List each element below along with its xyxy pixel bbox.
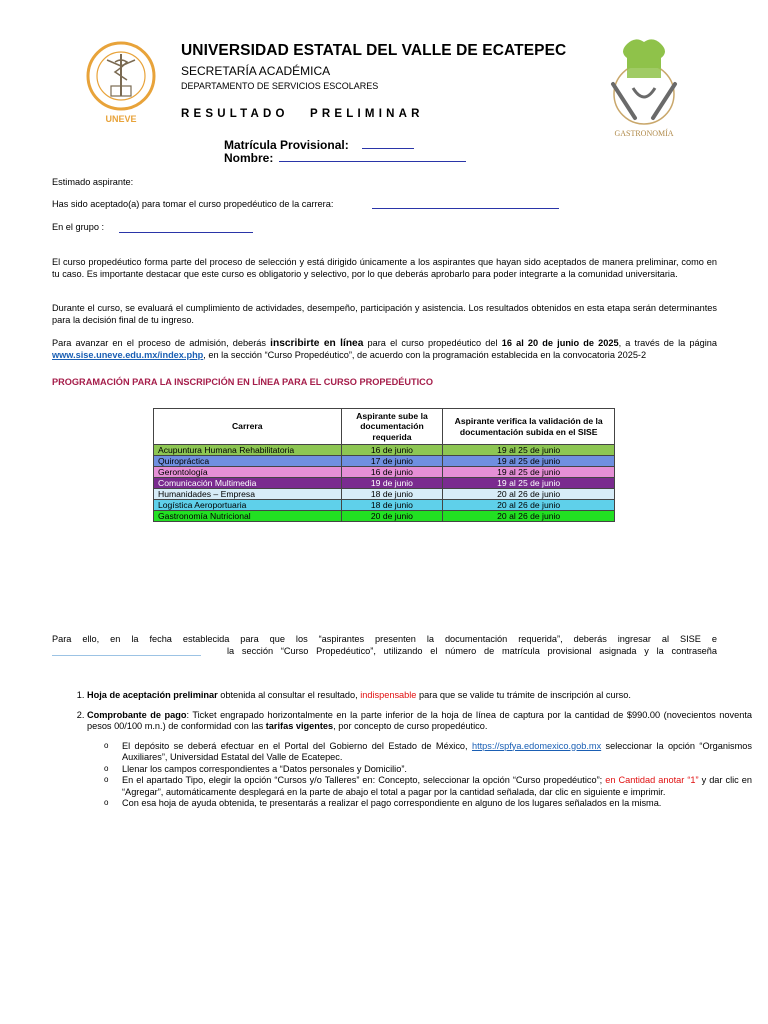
greeting: Estimado aspirante: (52, 177, 134, 187)
req2-bold: Comprobante de pago (87, 709, 187, 720)
para3-f: , en la sección “Curso Propedéutico”, de acuerdo con la programación establecida en la convocatoria 2025-2 (203, 349, 647, 360)
req1-bold: Hoja de aceptación preliminar (87, 690, 218, 700)
schedule-table (153, 408, 615, 522)
schedule-cell-career: Logística Aeroportuaria (154, 500, 342, 511)
sise-link-blank[interactable] (52, 646, 201, 656)
schedule-cell-upload: 20 de junio (341, 511, 443, 522)
requirement-payment (87, 710, 752, 810)
schedule-row (154, 467, 615, 478)
payment-step-2: o Llenar los campos correspondientes a “Datos personales y Domicilio”. (122, 764, 752, 776)
req2-b: , por concepto de curso propedéutico. (333, 721, 488, 731)
para3-dates: 16 al 20 de junio de 2025 (501, 338, 619, 348)
schedule-cell-upload: 18 de junio (341, 500, 443, 511)
schedule-cell-verify: 19 al 25 de junio (443, 467, 615, 478)
req1-b: para que se valide tu trámite de inscripción al curso. (416, 690, 631, 700)
uneve-logo-text: UNEVE (105, 114, 137, 124)
col-upload: Aspirante sube la documentación requerida (341, 409, 443, 445)
group-label: En el grupo : (52, 222, 105, 232)
schedule-cell-upload: 16 de junio (341, 445, 443, 456)
schedule-cell-career: Acupuntura Humana Rehabilitatoria (154, 445, 342, 456)
schedule-cell-upload: 17 de junio (341, 456, 443, 467)
nombre-blank[interactable] (279, 151, 466, 162)
schedule-row (154, 500, 615, 511)
schedule-cell-upload: 16 de junio (341, 467, 443, 478)
requirements-list (52, 690, 752, 818)
para3-e: , a través de la página (618, 338, 717, 348)
matricula-field (224, 138, 414, 152)
requirement-acceptance (87, 690, 752, 702)
schedule-cell-upload: 18 de junio (341, 489, 443, 500)
nombre-field (224, 151, 466, 165)
matricula-label: Matrícula Provisional: (224, 138, 349, 152)
para3-a: Para avanzar en el proceso de admisión, deberás (52, 338, 271, 348)
instructions-line2: la sección “Curso Propedéutico”, utilizando el número de matrícula provisional asignada y la contraseña (227, 646, 717, 656)
step1-b: seleccionar la opción “Organismos Auxiliares”, Universidad Estatal del Valle de Ecatepec. (122, 740, 752, 762)
req1-a: obtenida al consultar el resultado, (217, 690, 361, 700)
schedule-cell-career: Gerontología (154, 467, 342, 478)
career-blank[interactable] (372, 199, 559, 209)
paragraph-enrollment (52, 338, 717, 361)
schedule-cell-verify: 19 al 25 de junio (443, 445, 615, 456)
payment-step-4: o Con esa hoja de ayuda obtenida, te presentarás a realizar el pago correspondiente en alguno de los lugares señalados en la misma. (122, 798, 752, 810)
schedule-cell-verify: 20 al 26 de junio (443, 511, 615, 522)
step1-a: El depósito se deberá efectuar en el Portal del Gobierno del Estado de México, (122, 740, 472, 751)
schedule-row (154, 456, 615, 467)
accepted-text: Has sido aceptado(a) para tomar el curso propedéutico de la carrera: (52, 199, 334, 209)
schedule-cell-verify: 19 al 25 de junio (443, 456, 615, 467)
paragraph-evaluation: Durante el curso, se evaluará el cumplimiento de actividades, desempeño, participación y asistencia. Los resultados obtenidos en esta etapa serán determinantes para la decisión final de tu ingreso. (52, 303, 717, 325)
group-blank[interactable] (119, 223, 253, 233)
schedule-cell-career: Quiropráctica (154, 456, 342, 467)
req2-bold2: tarifas vigentes (265, 721, 334, 731)
schedule-cell-career: Comunicación Multimedia (154, 478, 342, 489)
step3-a: En el apartado Tipo, elegir la opción “Cursos y/o Talleres” en: Concepto, seleccionar la opción “Curso propedéutico”; (122, 775, 606, 785)
payment-step-3 (122, 775, 752, 798)
matricula-blank[interactable] (362, 138, 414, 149)
sise-link[interactable]: www.sise.uneve.edu.mx/index.php (52, 349, 204, 360)
step3-b: y dar clic en “Agregar”, automáticamente desplegará en la parte de abajo el total a pagar por la cantidad señalada, dar clic en siguiente e imprimir. (122, 775, 752, 797)
university-title: UNIVERSIDAD ESTATAL DEL VALLE DE ECATEPEC (181, 42, 567, 59)
payment-step-1 (122, 741, 752, 764)
schedule-cell-career: Gastronomía Nutricional (154, 511, 342, 522)
req2-a: : Ticket engrapado horizontalmente en la parte inferior de la hoja de línea de captura por la cantidad de $990.00 (novecientos noventa pesos 00/100 m.n.) de conformidad con las (87, 709, 752, 731)
schedule-cell-verify: 19 al 25 de junio (443, 478, 615, 489)
schedule-cell-upload: 19 de junio (341, 478, 443, 489)
schedule-row (154, 478, 615, 489)
nombre-label: Nombre: (224, 151, 274, 165)
gastronomy-logo (605, 36, 683, 140)
schedule-cell-verify: 20 al 26 de junio (443, 500, 615, 511)
spfya-link[interactable]: https://spfya.edomexico.gob.mx (471, 740, 602, 751)
secretary-label: SECRETARÍA ACADÉMICA (181, 64, 331, 78)
step3-red: en Cantidad anotar “1” (605, 775, 699, 785)
schedule-row (154, 445, 615, 456)
department-label: DEPARTAMENTO DE SERVICIOS ESCOLARES (181, 81, 379, 91)
para3-c: para el curso propedéutico del (363, 338, 502, 348)
req1-red: indispensable (360, 690, 417, 700)
gastronomy-logo-text: GASTRONOMÍA (614, 129, 674, 138)
col-verify: Aspirante verifica la validación de la documentación subida en el SISE (443, 409, 615, 445)
result-heading: RESULTADO PRELIMINAR (181, 108, 424, 120)
paragraph-course: El curso propedéutico forma parte del proceso de selección y está dirigido únicamente a los aspirantes que hayan sido aceptados de manera preliminar, como en tu caso. Es importante destacar que este curso es obligatorio y selectivo, por lo que deberás aprobarlo para poder integrarte a la comunidad universitaria. (52, 257, 717, 279)
payment-steps (87, 741, 752, 810)
schedule-cell-verify: 20 al 26 de junio (443, 489, 615, 500)
para3-b: inscribirte en línea (270, 338, 364, 349)
schedule-row (154, 511, 615, 522)
instructions-line1: Para ello, en la fecha establecida para que los “aspirantes presenten la documentación requerida”, deberás ingresar al SISE e (52, 634, 717, 644)
uneve-logo (85, 40, 157, 128)
schedule-row (154, 489, 615, 500)
schedule-cell-career: Humanidades – Empresa (154, 489, 342, 500)
schedule-heading: PROGRAMACIÓN PARA LA INSCRIPCIÓN EN LÍNEA PARA EL CURSO PROPEDÉUTICO (52, 377, 433, 387)
col-career: Carrera (154, 409, 342, 445)
